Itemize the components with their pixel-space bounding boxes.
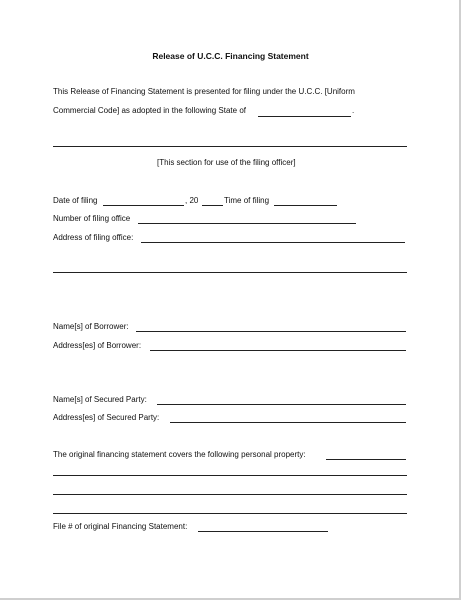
address-of-filing-office-blank[interactable] — [141, 242, 405, 243]
year-blank[interactable] — [202, 205, 223, 206]
file-number-blank[interactable] — [198, 531, 328, 532]
names-of-borrower-label: Name[s] of Borrower: — [53, 322, 129, 331]
date-of-filing-label: Date of filing — [53, 196, 98, 205]
state-blank[interactable] — [258, 116, 351, 117]
number-of-filing-office-blank[interactable] — [138, 223, 356, 224]
number-of-filing-office-label: Number of filing office — [53, 214, 131, 223]
section-divider — [53, 146, 407, 147]
names-of-borrower-blank[interactable] — [136, 331, 406, 332]
property-blank-3[interactable] — [53, 494, 407, 495]
time-of-filing-blank[interactable] — [274, 205, 337, 206]
addresses-of-secured-party-label: Address[es] of Secured Party: — [53, 413, 160, 422]
date-of-filing-blank[interactable] — [103, 205, 184, 206]
intro-line-2: Commercial Code] as adopted in the following State of — [53, 106, 246, 115]
address-of-filing-office-line-2[interactable] — [53, 272, 407, 273]
time-of-filing-label: Time of filing — [224, 196, 270, 205]
addresses-of-borrower-label: Address[es] of Borrower: — [53, 341, 142, 350]
intro-line-2-end: . — [352, 106, 355, 115]
property-blank-2[interactable] — [53, 475, 407, 476]
property-blank-1[interactable] — [326, 459, 406, 460]
addresses-of-borrower-blank[interactable] — [150, 350, 406, 351]
property-label: The original financing statement covers the following personal property: — [53, 450, 306, 459]
file-number-label: File # of original Financing Statement: — [53, 522, 188, 531]
addresses-of-secured-party-blank[interactable] — [170, 422, 406, 423]
names-of-secured-party-blank[interactable] — [157, 404, 406, 405]
property-blank-4[interactable] — [53, 513, 407, 514]
names-of-secured-party-label: Name[s] of Secured Party: — [53, 395, 147, 404]
document-title: Release of U.C.C. Financing Statement — [152, 51, 309, 61]
filing-officer-note: [This section for use of the filing officer] — [157, 158, 296, 167]
intro-line-1: This Release of Financing Statement is presented for filing under the U.C.C. [Uniform — [53, 87, 355, 96]
year-prefix: , 20 — [185, 196, 199, 205]
address-of-filing-office-label: Address of filing office: — [53, 233, 134, 242]
